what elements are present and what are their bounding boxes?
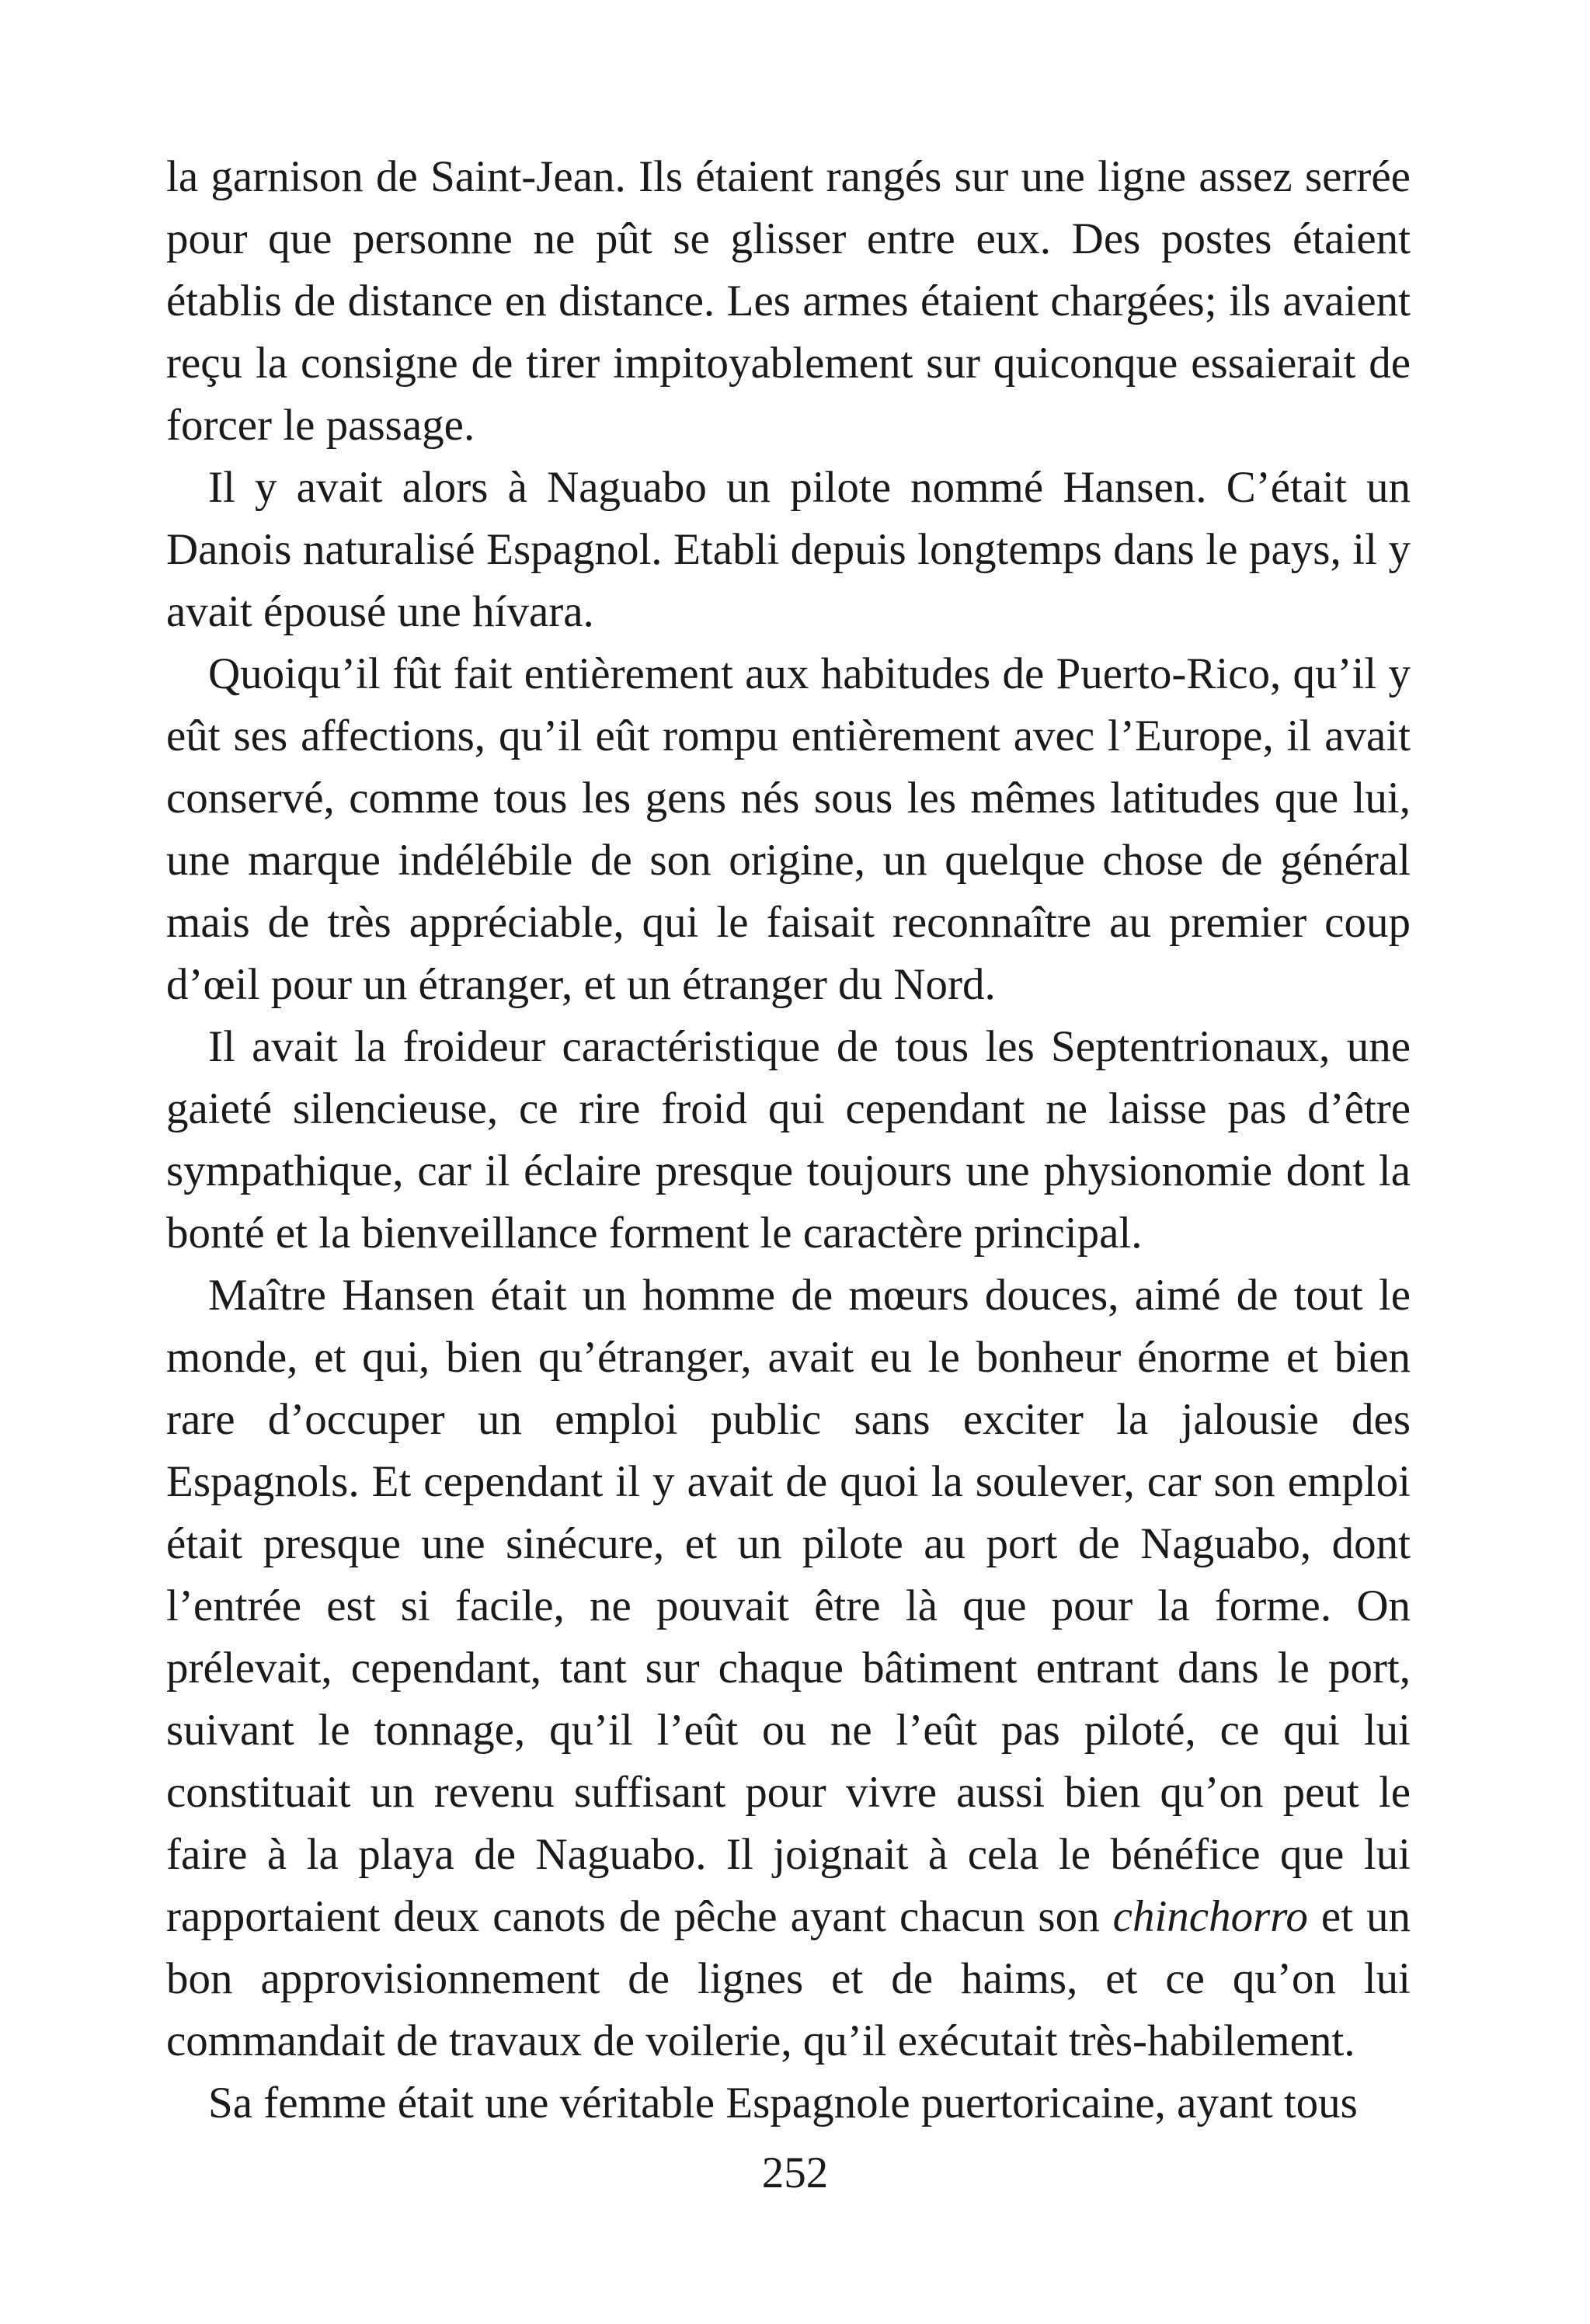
paragraph-5-after: et un bon approvisionnement de lignes et de haims, et ce qu’on lui commandait de travaux de voilerie, qu’il exécutait très-habilement. — [166, 1892, 1411, 2065]
paragraph-1: la garnison de Saint-Jean. Ils étaient rangés sur une ligne assez serrée pour que personne ne pût se glisser entre eux. Des postes étaient établis de distance en distance. Les armes étaient chargées; ils avaient reçu la consigne de tirer impitoyablement sur quiconque essaierait de forcer le passage. — [166, 152, 1411, 450]
paragraph-4: Il avait la froideur caractéristique de tous les Septentrionaux, une gaieté silencieuse, ce rire froid qui cependant ne laisse pas d’être sympathique, car il éclaire presque toujours une physionomie dont la bonté et la bienveillance forment le caractère principal. — [166, 1022, 1411, 1258]
page-number: 252 — [761, 2148, 829, 2197]
paragraph-3: Quoiqu’il fût fait entièrement aux habitudes de Puerto-Rico, qu’il y eût ses affections, qu’il eût rompu entièrement avec l’Europe, il avait conservé, comme tous les gens nés sous les mêmes latitudes que lui, une marque indélébile de son origine, un quelque chose de général mais de très appréciable, qui le faisait reconnaître au premier coup d’œil pour un étranger, et un étranger du Nord. — [166, 649, 1411, 1009]
italic-word-chinchorro: chinchorro — [1112, 1892, 1308, 1941]
paragraph-6: Sa femme était une véritable Espagnole puertoricaine, ayant tous — [208, 2079, 1358, 2127]
paragraph-2: Il y avait alors à Naguabo un pilote nommé Hansen. C’était un Danois naturalisé Espagnol. Etabli depuis longtemps dans le pays, il y avait épousé une hívara. — [166, 463, 1411, 636]
body-text — [166, 146, 1411, 2134]
paragraph-5-before: Maître Hansen était un homme de mœurs douces, aimé de tout le monde, et qui, bien qu’étranger, avait eu le bonheur énorme et bien rare d’occuper un emploi public sans exciter la jalousie des Espagnols. Et cependant il y avait de quoi la soulever, car son emploi était presque une sinécure, et un pilote au port de Naguabo, dont l’entrée est si facile, ne pouvait être là que pour la forme. On prélevait, cependant, tant sur chaque bâtiment entrant dans le port, suivant le tonnage, qu’il l’eût ou ne l’eût pas piloté, ce qui lui constituait un revenu suffisant pour vivre aussi bien qu’on peut le faire à la playa de Naguabo. Il joignait à cela le bénéfice que lui rapportaient deux canots de pêche ayant chacun son — [166, 1271, 1411, 1941]
paragraph-5 — [166, 1265, 1411, 2072]
